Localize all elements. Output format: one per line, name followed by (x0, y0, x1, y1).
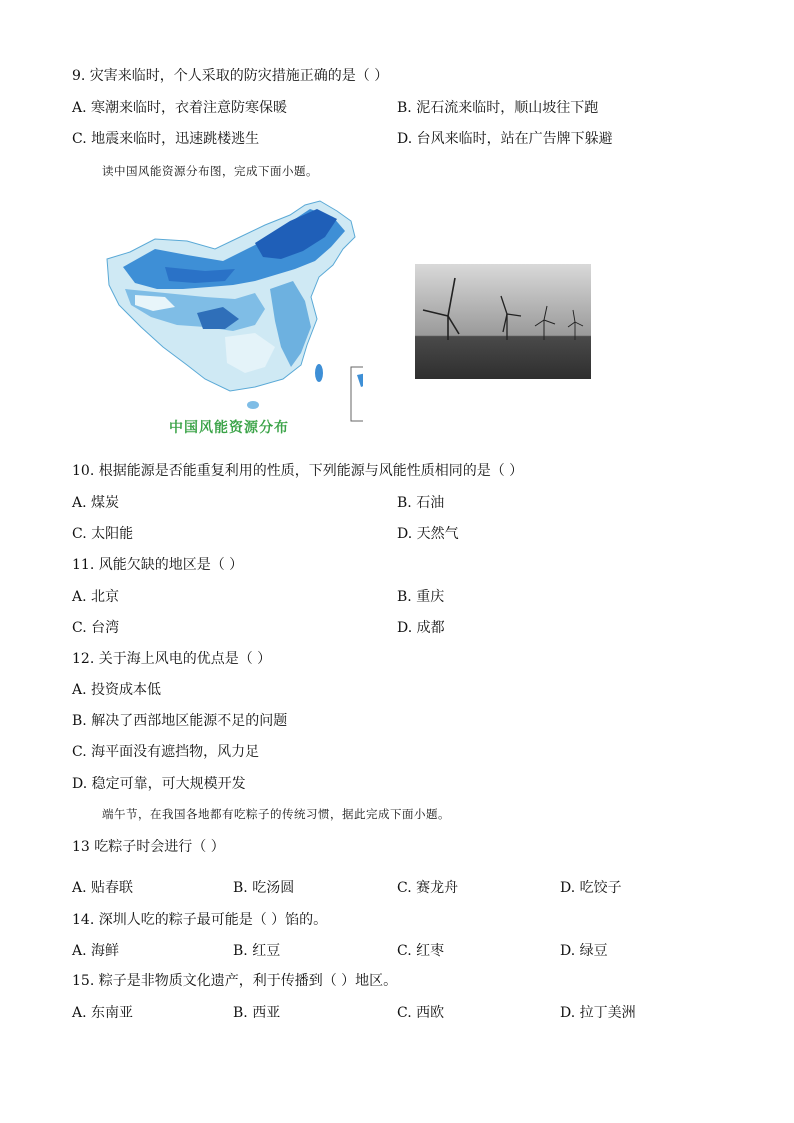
question-15-option-b: B. 西亚 (233, 1005, 281, 1021)
question-14-stem: 14. 深圳人吃的粽子最可能是（ ）馅的。 (72, 912, 328, 928)
question-9-option-d: D. 台风来临时，站在广告牌下躲避 (397, 131, 613, 147)
question-10-stem: 10. 根据能源是否能重复利用的性质，下列能源与风能性质相同的是（ ） (72, 463, 524, 479)
question-15-option-d: D. 拉丁美洲 (560, 1005, 636, 1021)
question-14-option-c: C. 红枣 (397, 943, 445, 959)
question-10-option-b: B. 石油 (397, 495, 445, 511)
question-11-stem: 11. 风能欠缺的地区是（ ） (72, 557, 244, 573)
question-11-option-d: D. 成都 (397, 620, 445, 636)
question-14-option-d: D. 绿豆 (560, 943, 608, 959)
reading-intro-wind: 读中国风能资源分布图，完成下面小题。 (102, 164, 318, 178)
question-10-option-c: C. 太阳能 (72, 526, 134, 542)
question-15-option-a: A. 东南亚 (72, 1005, 134, 1021)
question-9-option-c: C. 地震来临时，迅速跳楼逃生 (72, 131, 260, 147)
question-13-option-c: C. 赛龙舟 (397, 880, 459, 896)
question-12-option-b: B. 解决了西部地区能源不足的问题 (72, 713, 288, 729)
question-13-option-d: D. 吃饺子 (560, 880, 622, 896)
china-wind-resource-map (105, 197, 363, 437)
question-10-option-a: A. 煤炭 (72, 495, 120, 511)
question-9-option-a: A. 寒潮来临时，衣着注意防寒保暖 (72, 100, 288, 116)
question-13-stem: 13 吃粽子时会进行（ ） (72, 839, 225, 855)
question-12-option-a: A. 投资成本低 (72, 682, 162, 698)
question-9-option-b: B. 泥石流来临时，顺山坡往下跑 (397, 100, 599, 116)
question-9-stem: 9. 灾害来临时，个人采取的防灾措施正确的是（ ） (72, 68, 389, 84)
question-12-option-d: D. 稳定可靠，可大规模开发 (72, 776, 246, 792)
question-11-option-b: B. 重庆 (397, 589, 445, 605)
question-15-option-c: C. 西欧 (397, 1005, 445, 1021)
map-caption: 中国风能资源分布 (169, 420, 289, 436)
question-15-stem: 15. 粽子是非物质文化遗产，利于传播到（ ）地区。 (72, 973, 398, 989)
question-13-option-b: B. 吃汤圆 (233, 880, 295, 896)
question-11-option-a: A. 北京 (72, 589, 120, 605)
question-12-option-c: C. 海平面没有遮挡物，风力足 (72, 744, 260, 760)
offshore-wind-turbines-photo (415, 264, 591, 379)
question-13-option-a: A. 贴春联 (72, 880, 134, 896)
question-14-option-b: B. 红豆 (233, 943, 281, 959)
question-14-option-a: A. 海鲜 (72, 943, 120, 959)
reading-intro-zongzi: 端午节，在我国各地都有吃粽子的传统习惯，据此完成下面小题。 (102, 807, 450, 821)
question-12-stem: 12. 关于海上风电的优点是（ ） (72, 651, 272, 667)
question-11-option-c: C. 台湾 (72, 620, 120, 636)
question-10-option-d: D. 天然气 (397, 526, 459, 542)
